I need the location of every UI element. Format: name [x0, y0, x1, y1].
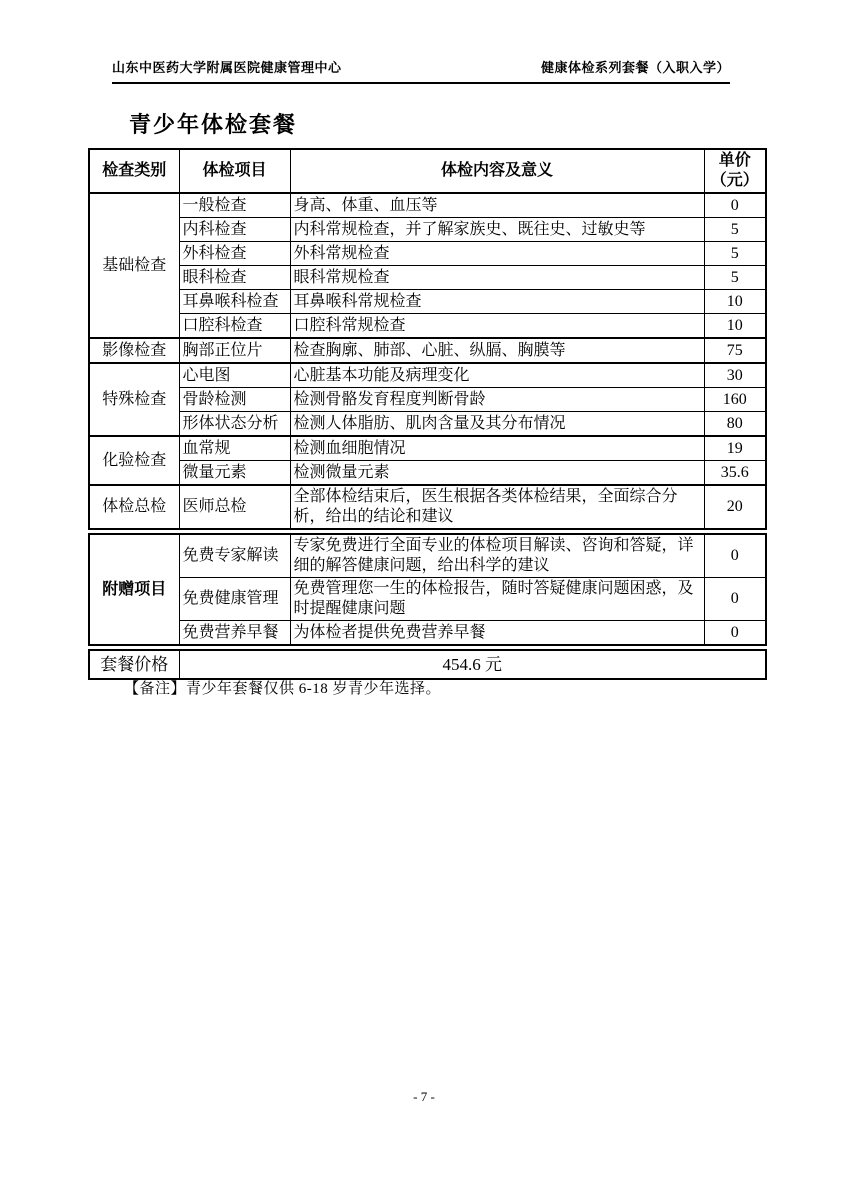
desc-cell: 专家免费进行全面专业的体检项目解读、咨询和答疑，详细的解答健康问题，给出科学的建议 [290, 534, 704, 578]
item-cell: 血常规 [179, 436, 290, 461]
price-cell: 35.6 [704, 461, 766, 486]
total-price-label: 套餐价格 [89, 650, 179, 679]
page-number: - 7 - [413, 1089, 435, 1104]
desc-cell: 检测血细胞情况 [290, 436, 704, 461]
table-row [89, 314, 766, 339]
desc-cell: 眼科常规检查 [290, 266, 704, 290]
remark-note: 【备注】青少年套餐仅供 6-18 岁青少年选择。 [124, 681, 441, 697]
desc-cell: 免费管理您一生的体检报告，随时答疑健康问题困惑，及时提醒健康问题 [290, 578, 704, 621]
item-cell: 内科检查 [179, 218, 290, 242]
price-cell: 0 [704, 193, 766, 218]
table-header-row [89, 149, 766, 193]
table-row [89, 534, 766, 578]
item-cell: 心电图 [179, 363, 290, 388]
table-row [89, 290, 766, 314]
category-cell: 特殊检查 [89, 363, 179, 436]
desc-cell: 口腔科常规检查 [290, 314, 704, 339]
header-category: 检查类别 [89, 149, 179, 193]
table-row [89, 578, 766, 621]
category-cell: 影像检查 [89, 338, 179, 363]
page-header [112, 57, 730, 84]
price-cell: 5 [704, 218, 766, 242]
desc-cell: 身高、体重、血压等 [290, 193, 704, 218]
price-cell: 10 [704, 314, 766, 339]
total-price-table [88, 649, 767, 680]
table-row [89, 650, 766, 679]
table-row [89, 436, 766, 461]
table-row [89, 461, 766, 486]
item-cell: 外科检查 [179, 242, 290, 266]
category-cell: 化验检查 [89, 436, 179, 485]
price-cell: 160 [704, 388, 766, 412]
desc-cell: 内科常规检查，并了解家族史、既往史、过敏史等 [290, 218, 704, 242]
item-cell: 免费健康管理 [179, 578, 290, 621]
table-row [89, 363, 766, 388]
desc-cell: 检测骨骼发育程度判断骨龄 [290, 388, 704, 412]
header-price [704, 149, 766, 193]
item-cell: 医师总检 [179, 485, 290, 529]
item-cell: 口腔科检查 [179, 314, 290, 339]
price-cell: 80 [704, 412, 766, 437]
table-row [89, 193, 766, 218]
header-item: 体检项目 [179, 149, 290, 193]
price-cell: 19 [704, 436, 766, 461]
table-row [89, 388, 766, 412]
desc-cell: 外科常规检查 [290, 242, 704, 266]
item-cell: 眼科检查 [179, 266, 290, 290]
item-cell: 微量元素 [179, 461, 290, 486]
header-content: 体检内容及意义 [290, 149, 704, 193]
price-cell: 0 [704, 621, 766, 646]
item-cell: 耳鼻喉科检查 [179, 290, 290, 314]
main-table [88, 148, 767, 530]
item-cell: 免费营养早餐 [179, 621, 290, 646]
table-row [89, 412, 766, 437]
category-cell: 基础检查 [89, 193, 179, 338]
item-cell: 骨龄检测 [179, 388, 290, 412]
header-right-text: 健康体检系列套餐（入职入学） [540, 60, 730, 75]
price-cell: 10 [704, 290, 766, 314]
price-cell: 30 [704, 363, 766, 388]
table-row [89, 218, 766, 242]
desc-cell: 全部体检结束后，医生根据各类体检结果，全面综合分析，给出的结论和建议 [290, 485, 704, 529]
table-row [89, 621, 766, 646]
price-cell: 0 [704, 534, 766, 578]
table-row [89, 266, 766, 290]
desc-cell: 心脏基本功能及病理变化 [290, 363, 704, 388]
category-cell: 附赠项目 [89, 534, 179, 645]
table-row [89, 338, 766, 363]
header-price-line2: （元） [710, 172, 759, 189]
desc-cell: 检测人体脂肪、肌肉含量及其分布情况 [290, 412, 704, 437]
category-cell: 体检总检 [89, 485, 179, 529]
total-price-value: 454.6 元 [179, 650, 766, 679]
table-row [89, 242, 766, 266]
page-title: 青少年体检套餐 [129, 112, 298, 137]
exam-package-table [88, 148, 765, 680]
item-cell: 免费专家解读 [179, 534, 290, 578]
header-price-line1: 单价 [718, 152, 751, 169]
price-cell: 75 [704, 338, 766, 363]
desc-cell: 检查胸廓、肺部、心脏、纵膈、胸膜等 [290, 338, 704, 363]
bonus-table [88, 533, 767, 646]
item-cell: 一般检查 [179, 193, 290, 218]
price-cell: 0 [704, 578, 766, 621]
desc-cell: 检测微量元素 [290, 461, 704, 486]
table-row [89, 485, 766, 529]
desc-cell: 耳鼻喉科常规检查 [290, 290, 704, 314]
price-cell: 20 [704, 485, 766, 529]
price-cell: 5 [704, 266, 766, 290]
header-left-text: 山东中医药大学附属医院健康管理中心 [112, 60, 342, 75]
desc-cell: 为体检者提供免费营养早餐 [290, 621, 704, 646]
item-cell: 形体状态分析 [179, 412, 290, 437]
price-cell: 5 [704, 242, 766, 266]
item-cell: 胸部正位片 [179, 338, 290, 363]
